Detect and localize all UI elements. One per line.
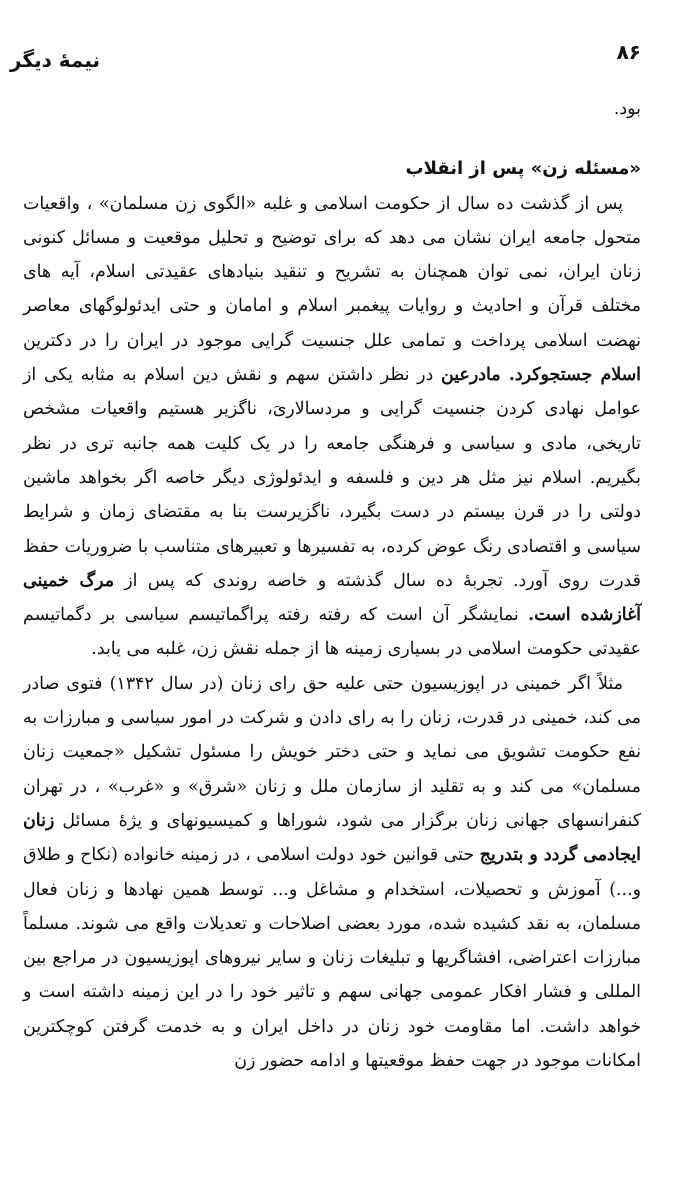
paragraph-1-bold-2: مرگ خمینی آغازشده است. <box>23 570 641 626</box>
paragraph-2 <box>23 667 641 1079</box>
paragraph-2-part-2: حتی قوانین خود دولت اسلامی ، در زمینه خانواده (نکاح و طلاق و...) آموزش و تحصیلات، استخدام و مشاغل و... توسط همین نهادها و زنان فعال مسلمان، به نقد کشیده شده، مورد بعضی اصلاحات و تعدیلات واقع می شوند. مسلماً مبارزات اعتراضی، افشاگریها و تبلیغات زنان و سایر نیروهای اپوزیسیون در مراجع بین المللی و فشار افکار عمومی جهانی سهم و تاثیر خود را در این زمینه داشته است و خواهد داشت. اما مقاومت خود زنان در داخل ایران و به خدمت گرفتن کوچکترین امکانات موجود در جهت حفظ موقعیتها و ادامه حضور زن <box>23 845 641 1072</box>
paragraph-2-part-1: مثلاً اگر خمینی در اپوزیسیون حتی علیه حق رای زنان (در سال ۱۳۴۲) فتوی صادر می کند، خمینی در قدرت، زنان را به رای دادن و شرکت در امور سیاسی و مبارزات به نفع حکومت تشویق می نماید و حتی دختر خویش را مسئول تشکیل «جمعیت زنان مسلمان» می کند و به تقلید از سازمان ملل و زنان «شرق» و «غرب» ، در تهران کنفرانسهای جهانی زنان برگزار می شود، شوراها و کمیسیونهای و یژهٔ مسائل <box>23 673 641 831</box>
body-text <box>23 92 641 1078</box>
closing-fragment: بود. <box>613 99 641 119</box>
paragraph-2-bold-1: زنان ایجادمی گردد و بتدریج <box>23 810 641 866</box>
paragraph-1-part-3: نمایشگر آن است که رفته رفته پراگماتیسم سیاسی بر دگماتیسم عقیدتی حکومت اسلامی در بسیاری زمینه ها از جمله نقش زن، غلبه می یابد. <box>23 605 641 660</box>
running-title: نیمهٔ دیگر <box>10 48 101 72</box>
paragraph-1-part-2: در نظر داشتن سهم و نقش دین اسلام به مثابه یکی از عوامل نهادی کردن جنسیت گرایی و مردسالاریَ، ناگزیر هستیم واقعیات مشخص تاریخی، مادی و سیاسی و فرهنگی جامعه را در یک کلیت همه جانبه تری در نظر بگیریم. اسلام نیز مثل هر دین و فلسفه و ایدئولوژی دیگر خاصه اگر بخواهد ماشین دولتی را در قرن بیستم در دست بگیرد، ناگزیرست بنا به مقتضای زمان و شرایط سیاسی و اقتصادی رنگ عوض کرده، به تفسیرها و تعبیرهای متناسب با ضروریات حفظ قدرت روی آورد. تجربهٔ ده سال گذشته و خاصه روندی که پس از <box>23 365 642 591</box>
paragraph-1-part-1: پس از گذشت ده سال از حکومت اسلامی و غلبه «الگوی زن مسلمان» ، واقعیات متحول جامعه ایران نشان می دهد که برای توضیح و تحلیل موقعیت و مسائل کنونی زنان ایران، نمی توان همچنان به تشریح و تنقید بنیادهای عقیدتی اسلام، آیه های مختلف قرآن و احادیث و روایات پیغمبر اسلام و امامان و حتی ایدئولوگهای معاصر نهضت اسلامی پرداخت و تمامی علل جنسیت گرایی موجود در ایران را در دکترین <box>23 193 641 351</box>
paragraph-1-bold-1: اسلام جستجوکرد. مادرعین <box>440 365 641 386</box>
section-heading: «مسئله زن» پس از انقلاب <box>405 158 641 180</box>
page-number: ۸۶ <box>616 40 641 64</box>
paragraph-1 <box>23 187 641 667</box>
